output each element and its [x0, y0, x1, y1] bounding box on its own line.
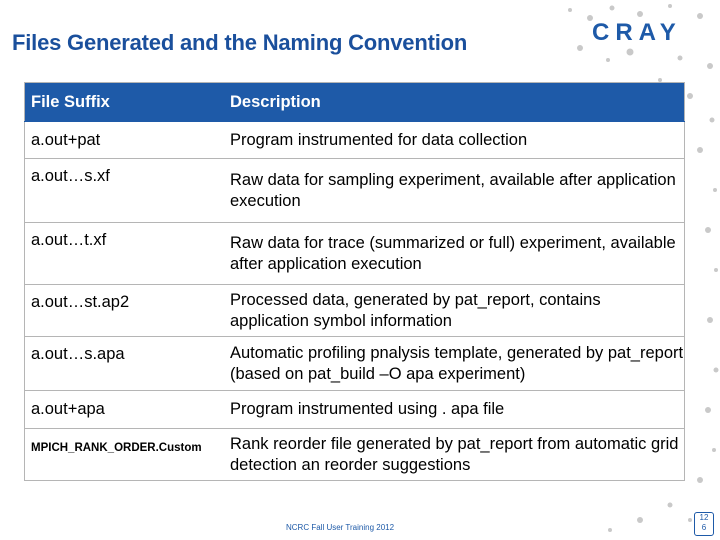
footer-text: NCRC Fall User Training 2012 — [286, 523, 395, 532]
description-cell: Raw data for trace (summarized or full) experiment, available after application execution — [224, 223, 685, 285]
file-suffix-cell: a.out+pat — [25, 122, 225, 159]
description-cell: Automatic profiling pnalysis template, generated by pat_report (based on pat_build –O apa experiment) — [224, 337, 685, 391]
table-row — [25, 391, 685, 429]
file-suffix-table — [24, 82, 685, 481]
table-row — [25, 159, 685, 223]
cray-logo — [592, 20, 700, 44]
file-suffix-cell: a.out…s.xf — [25, 159, 225, 223]
description-cell: Program instrumented for data collection — [224, 122, 685, 159]
page-number: 12 6 — [694, 512, 714, 536]
file-suffix-cell: a.out+apa — [25, 391, 225, 429]
file-suffix-cell: a.out…st.ap2 — [25, 285, 225, 337]
svg-text:CRAY: CRAY — [592, 20, 682, 44]
description-cell: Raw data for sampling experiment, available after application execution — [224, 159, 685, 223]
slide-title: Files Generated and the Naming Convention — [12, 30, 468, 55]
header-file-suffix: File Suffix — [25, 83, 225, 122]
table-row — [25, 122, 685, 159]
table-row — [25, 223, 685, 285]
table-row — [25, 285, 685, 337]
file-suffix-cell: MPICH_RANK_ORDER.Custom — [25, 429, 225, 481]
description-cell: Program instrumented using . apa file — [224, 391, 685, 429]
file-suffix-cell: a.out…s.apa — [25, 337, 225, 391]
table-row — [25, 429, 685, 481]
header-description: Description — [224, 83, 685, 122]
file-suffix-cell: a.out…t.xf — [25, 223, 225, 285]
table-row — [25, 337, 685, 391]
description-cell: Rank reorder file generated by pat_report from automatic grid detection an reorder suggestions — [224, 429, 685, 481]
description-cell: Processed data, generated by pat_report, contains application symbol information — [224, 285, 685, 337]
table-header-row — [25, 83, 685, 122]
